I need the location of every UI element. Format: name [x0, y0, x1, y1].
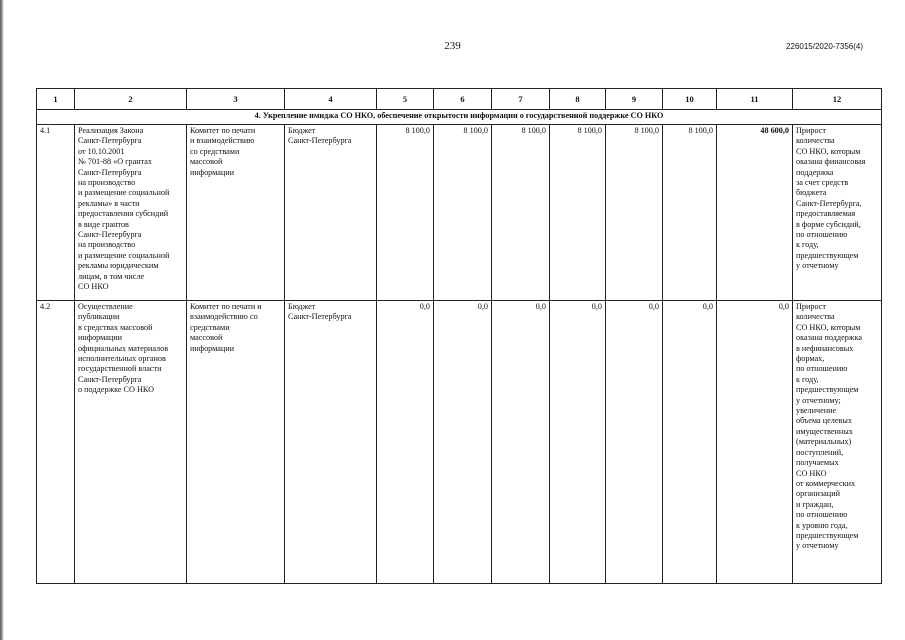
header-cell: 11 — [717, 89, 793, 110]
table-row — [37, 301, 882, 584]
source-cell: Бюджет Санкт-Петербурга — [285, 301, 377, 584]
value-cell: 0,0 — [663, 301, 717, 584]
header-cell: 7 — [492, 89, 550, 110]
value-cell: 0,0 — [550, 301, 606, 584]
executor-cell: Комитет по печати и взаимодействию со средствами массовой информации — [187, 125, 285, 301]
header-cell: 9 — [606, 89, 663, 110]
value-cell: 8 100,0 — [377, 125, 434, 301]
section-row — [37, 110, 882, 125]
result-cell: Прирост количества СО НКО, которым оказана поддержка в нефинансовых формах, по отношению к году, предшествующем у отчетному; увеличение объема целевых имущественных (материальных) поступлений, получаемых СО НКО от коммерческих организаций и граждан, по отношению к уровню года, предшествующем у отчетному — [793, 301, 882, 584]
source-cell: Бюджет Санкт-Петербурга — [285, 125, 377, 301]
header-cell: 8 — [550, 89, 606, 110]
value-cell: 8 100,0 — [550, 125, 606, 301]
header-cell: 4 — [285, 89, 377, 110]
value-cell: 0,0 — [434, 301, 492, 584]
section-title: 4. Укрепление имиджа СО НКО, обеспечение открытости информации о государственной поддержке СО НКО — [37, 110, 882, 125]
header-cell: 3 — [187, 89, 285, 110]
value-cell: 8 100,0 — [434, 125, 492, 301]
total-cell: 48 600,0 — [717, 125, 793, 301]
executor-cell: Комитет по печати и взаимодействию со средствами массовой информации — [187, 301, 285, 584]
result-cell: Прирост количества СО НКО, которым оказана финансовая поддержка за счет средств бюджета Санкт-Петербурга, предоставляемая в форме субсидий, по отношению к году, предшествующем у отчетному — [793, 125, 882, 301]
total-cell: 0,0 — [717, 301, 793, 584]
row-index: 4.2 — [37, 301, 75, 584]
header-cell: 1 — [37, 89, 75, 110]
header-cell: 5 — [377, 89, 434, 110]
page-number: 239 — [444, 40, 461, 52]
value-cell: 8 100,0 — [606, 125, 663, 301]
measure-cell: Реализация Закона Санкт-Петербурга от 10.10.2001 № 701-88 «О грантах Санкт-Петербурга на производство и размещение социальной рекламы» в части предоставления субсидий в виде грантов Санкт-Петербурга на производство и размещение социальной рекламы юридическим лицам, в том числе СО НКО — [75, 125, 187, 301]
value-cell: 0,0 — [377, 301, 434, 584]
header-cell: 10 — [663, 89, 717, 110]
value-cell: 0,0 — [492, 301, 550, 584]
scan-edge — [0, 0, 4, 640]
value-cell: 8 100,0 — [663, 125, 717, 301]
header-cell: 12 — [793, 89, 882, 110]
table-row — [37, 125, 882, 301]
budget-table — [36, 88, 882, 584]
header-cell: 2 — [75, 89, 187, 110]
header-row — [37, 89, 882, 110]
value-cell: 0,0 — [606, 301, 663, 584]
document-id: 226015/2020-7356(4) — [786, 42, 863, 51]
value-cell: 8 100,0 — [492, 125, 550, 301]
header-cell: 6 — [434, 89, 492, 110]
row-index: 4.1 — [37, 125, 75, 301]
measure-cell: Осуществление публикации в средствах массовой информации официальных материалов исполнительных органов государственной власти Санкт-Петербурга о поддержке СО НКО — [75, 301, 187, 584]
